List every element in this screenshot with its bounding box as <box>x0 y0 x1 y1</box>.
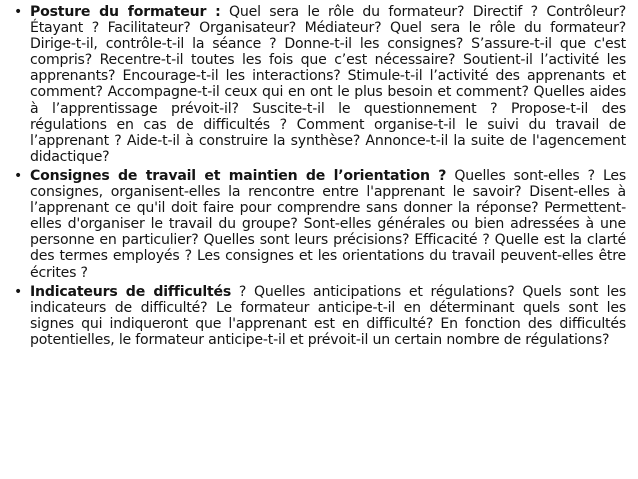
bullet-dot-icon: • <box>14 4 23 20</box>
bullet-term: Consignes de travail et maintien de l’orientation ? <box>30 167 447 184</box>
bullet-item-posture <box>12 4 626 165</box>
bullet-term: Posture du formateur : <box>30 4 221 20</box>
bullet-text: Quel sera le rôle du formateur? Directif ? Contrôleur? Étayant ? Facilitateur? Organisateur? Médiateur? Quel sera le rôle du formateur? Dirige-t-il, contrôle-t-il la séance ? Donne-t-il les consignes? S’assure-t-il que c'est compris? Recentre-t-il toutes les fois que c’est nécessaire? Soutient-il l’activité les apprenants? Encourage-t-il les interactions? Stimule-t-il l’activité des apprenants et comment? Accompagne-t-il ceux qui en ont le plus besoin et comment? Quelles aides à l’apprentissage prévoit-il? Suscite-t-il le questionnement ? Propose-t-il des régulations en cas de difficultés ? Comment organise-t-il le suivi du travail de l’apprenant ? Aide-t-il à construire la synthèse? Annonce-t-il la suite de l'agencement didactique? <box>30 4 626 165</box>
bullet-dot-icon: • <box>14 167 23 184</box>
bullet-term: Indicateurs de difficultés <box>30 283 232 300</box>
bullet-item-consignes <box>12 168 626 281</box>
bullet-text: ? Quelles anticipations et régulations? Quels sont les indicateurs de difficulté? Le formateur anticipe-t-il en déterminant quels sont les signes qui indiqueront que l'apprenant est en difficulté? En fonction des difficultés potentielles, le formateur anticipe-t-il et prévoit-il un certain nombre de régulations? <box>30 283 626 348</box>
bullet-dot-icon: • <box>14 283 23 300</box>
bullet-item-indicateurs <box>12 284 626 348</box>
bullet-list <box>12 4 626 348</box>
bullet-text: Quelles sont-elles ? Les consignes, organisent-elles la rencontre entre l'apprenant le savoir? Disent-elles à l’apprenant ce qu'il doit faire pour comprendre sans donner la réponse? Permettent-elles d'organiser le travail du groupe? Sont-elles générales ou bien adressées à une personne en particulier? Quelles sont leurs précisions? Efficacité ? Quelle est la clarté des termes employés ? Les consignes et les orientations du travail peuvent-elles être écrites ? <box>30 167 626 281</box>
